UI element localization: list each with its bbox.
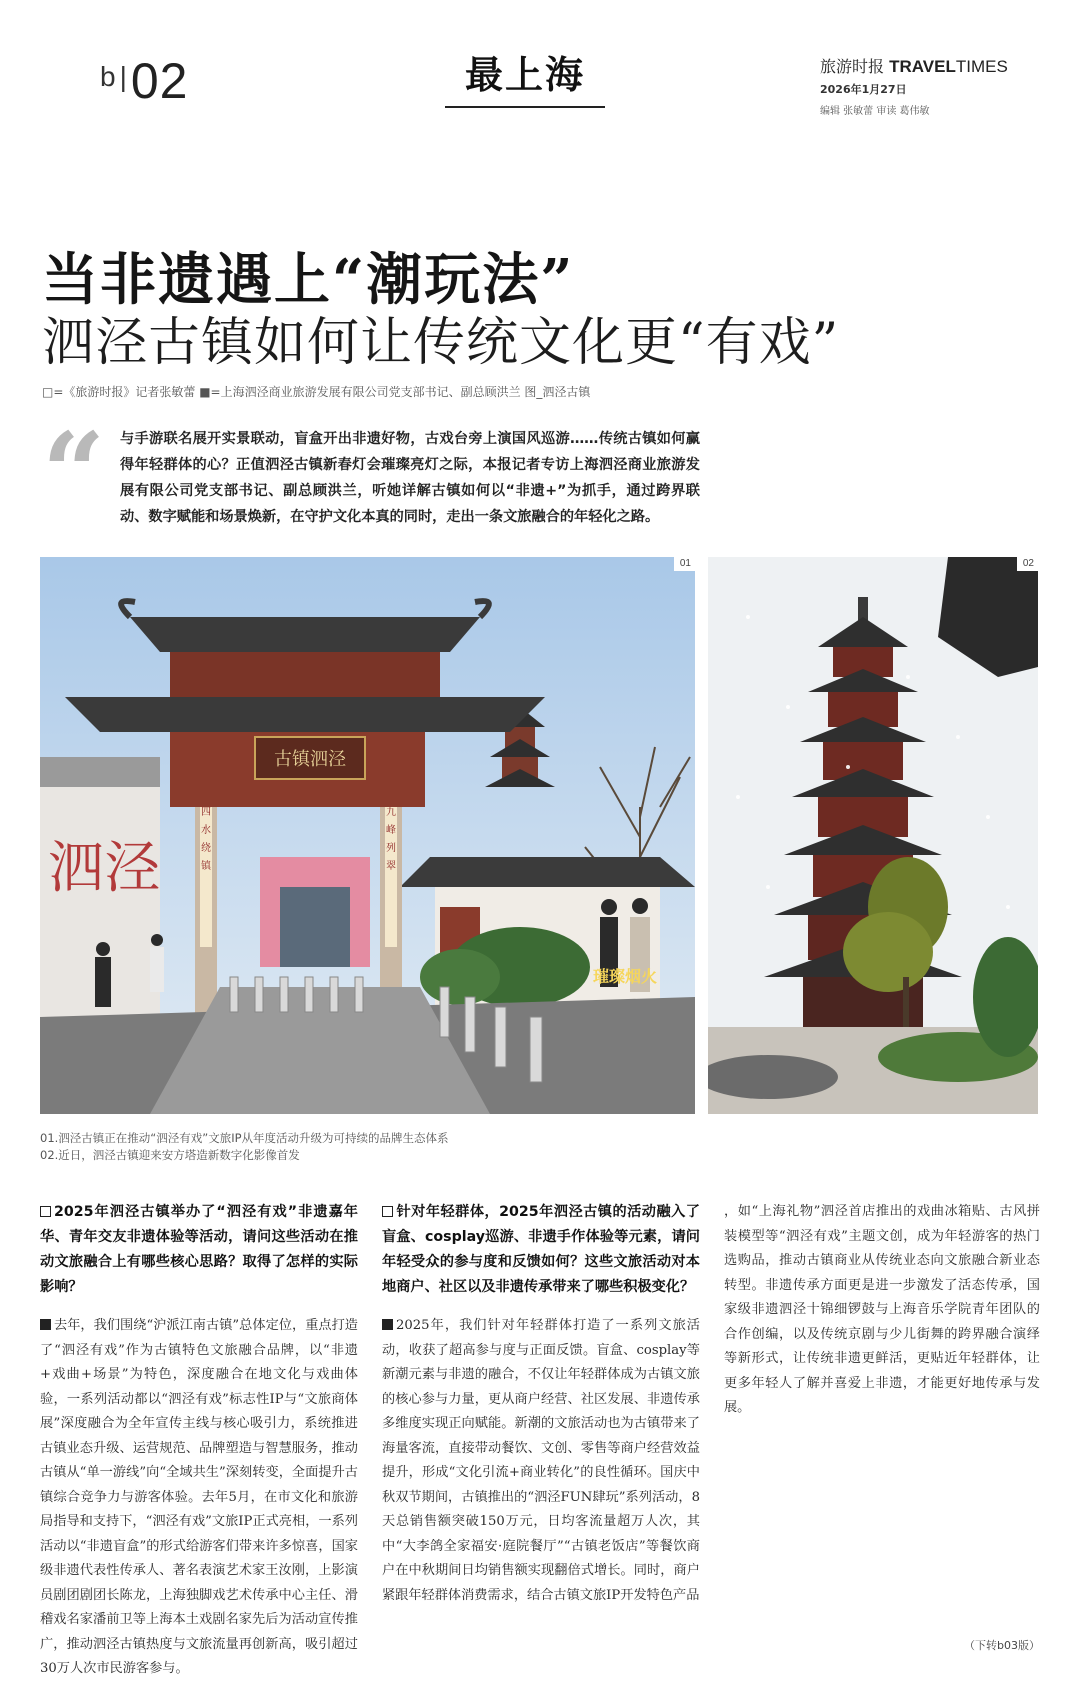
text-column-2 [382, 1200, 700, 1622]
question-1: 2025年泗泾古镇举办了“泗泾有戏”非遗嘉年华、青年交友非遗体验等活动，请问这些活动在推动文旅融合上有哪些核心思路？取得了怎样的实际影响？ [40, 1204, 358, 1295]
photo2-number: 02 [1017, 557, 1038, 571]
photo1-number: 01 [674, 557, 695, 571]
text-column-3 [724, 1200, 1040, 1435]
question-2: 针对年轻群体，2025年泗泾古镇的活动融入了盲盒、cosplay巡游、非遗手作体验等元素，请问年轻受众的参与度和反馈如何？这些文旅活动对本地商户、社区以及非遗传承带来了哪些积极变化？ [382, 1204, 700, 1295]
caption-02: 02.近日，泗泾古镇迎来安方塔造新数字化影像首发 [40, 1148, 300, 1162]
editors-line: 编辑 张敏蕾 审读 葛伟敏 [820, 106, 930, 117]
archway-plaque: 古镇泗泾 [274, 749, 346, 770]
photo-captions [40, 1130, 449, 1164]
page-number: 02 [130, 53, 189, 109]
photo-pagoda [708, 557, 1038, 1114]
answer-1: 去年，我们围绕“沪派江南古镇”总体定位，重点打造了“泗泾有戏”作为古镇特色文旅融合品牌，以“非遗+戏曲+场景”为特色，深度融合在地文化与戏曲体验，一系列活动都以“泗泾有戏”标志性IP与“文旅商体展”深度融合为全年宣传主线与核心吸引力，系统推进古镇业态升级、运营规范、品牌塑造与智慧服务，推动古镇从“单一游线”向“全域共生”深刻转变，全面提升古镇综合竞争力与游客体验。去年5月，在市文化和旅游局指导和支持下，“泗泾有戏”文旅IP正式亮相，一系列活动以“非遗盲盒”的形式给游客们带来许多惊喜，国家级非遗代表性传承人、著名表演艺术家王汝刚，上影演员剧团剧团长陈龙，上海独脚戏艺术传承中心主任、滑稽戏名家潘前卫等上海本土戏剧名家先后为活动宣传推广，推动泗泾古镇热度与文旅流量再创新高，吸引超过30万人次市民游客参与。 [40, 1318, 358, 1676]
masthead [820, 54, 1040, 117]
answer-2-continued: ，如“上海礼物”泗泾首店推出的戏曲冰箱贴、古风拼装模型等“泗泾有戏”主题文创，成为年轻游客的热门选购品，推动古镇商业从传统业态向文旅融合新业态转型。非遗传承方面更是进一步激发了活态传承，国家级非遗泗泾十锦细锣鼓与上海音乐学院青年团队的合作创编，以及传统京剧与少儿街舞的跨界融合演绎等新形式，让传统非遗更鲜活，更贴近年轻群体，让更多年轻人了解并喜爱上非遗，才能更好地传承与发展。 [724, 1204, 1040, 1415]
question-marker-icon [40, 1206, 51, 1217]
caption-01: 01.泗泾古镇正在推动“泗泾有戏”文旅IP从年度活动升级为可持续的品牌生态体系 [40, 1131, 449, 1145]
answer-marker-icon [382, 1319, 393, 1330]
section-title: 最上海 [464, 53, 585, 97]
continued-note: （下转b03版） [964, 1639, 1040, 1652]
wall-text: 泗泾 [48, 836, 160, 901]
brand-cn: 旅游时报 [820, 57, 885, 76]
text-column-1 [40, 1200, 358, 1696]
subheadline: 泗泾古镇如何让传统文化更“有戏” [42, 313, 840, 373]
pagoda-illustration [708, 557, 1038, 1114]
page-letter: b [100, 61, 120, 92]
brand-en-light: TIMES [955, 57, 1008, 76]
page-divider: | [119, 61, 131, 92]
banner-text: 璀璨烟火 [592, 967, 658, 986]
quote-mark-icon: “ [42, 408, 106, 537]
question-marker-icon [382, 1206, 393, 1217]
byline: □=《旅游时报》记者张敏蕾 ■=上海泗泾商业旅游发展有限公司党支部书记、副总顾洪兰 图_泗泾古镇 [42, 385, 591, 399]
pillar-right-text: 九峰列翠 [386, 807, 396, 872]
brand-en-bold: TRAVEL [889, 57, 956, 76]
page-marker [100, 52, 188, 110]
pillar-left-text: 四水绕镇 [201, 807, 211, 872]
photo-archway [40, 557, 695, 1114]
archway-illustration [40, 557, 695, 1114]
newspaper-brand [820, 54, 1040, 77]
issue-date: 2026年1月27日 [820, 83, 907, 96]
section-rule [445, 106, 605, 108]
answer-marker-icon [40, 1319, 51, 1330]
lead-paragraph: 与手游联名展开实景联动，盲盒开出非遗好物，古戏台旁上演国风巡游……传统古镇如何赢得年轻群体的心？正值泗泾古镇新春灯会璀璨亮灯之际，本报记者专访上海泗泾商业旅游发展有限公司党支部书记、副总顾洪兰，听她详解古镇如何以“非遗+”为抓手，通过跨界联动、数字赋能和场景焕新，在守护文化本真的同时，走出一条文旅融合的年轻化之路。 [120, 431, 700, 525]
answer-2: 2025年，我们针对年轻群体打造了一系列文旅活动，收获了超高参与度与正面反馈。盲盒、cosplay等新潮元素与非遗的融合，不仅让年轻群体成为古镇文旅的核心参与力量，更从商户经营、社区发展、非遗传承多维度实现正向赋能。新潮的文旅活动也为古镇带来了海量客流，直接带动餐饮、文创、零售等商户经营效益提升，形成“文化引流+商业转化”的良性循环。国庆中秋双节期间，古镇推出的“泗泾FUN肆玩”系列活动，8天总销售额突破150万元，日均客流量超万人次，其中“大李鸽全家福安·庭院餐厅”“古镇老饭店”等餐饮商户在中秋期间日均销售额实现翻倍式增长。同时，商户紧跟年轻群体消费需求，结合古镇文旅IP开发特色产品 [382, 1318, 700, 1603]
headline: 当非遗遇上“潮玩法” [42, 247, 575, 313]
